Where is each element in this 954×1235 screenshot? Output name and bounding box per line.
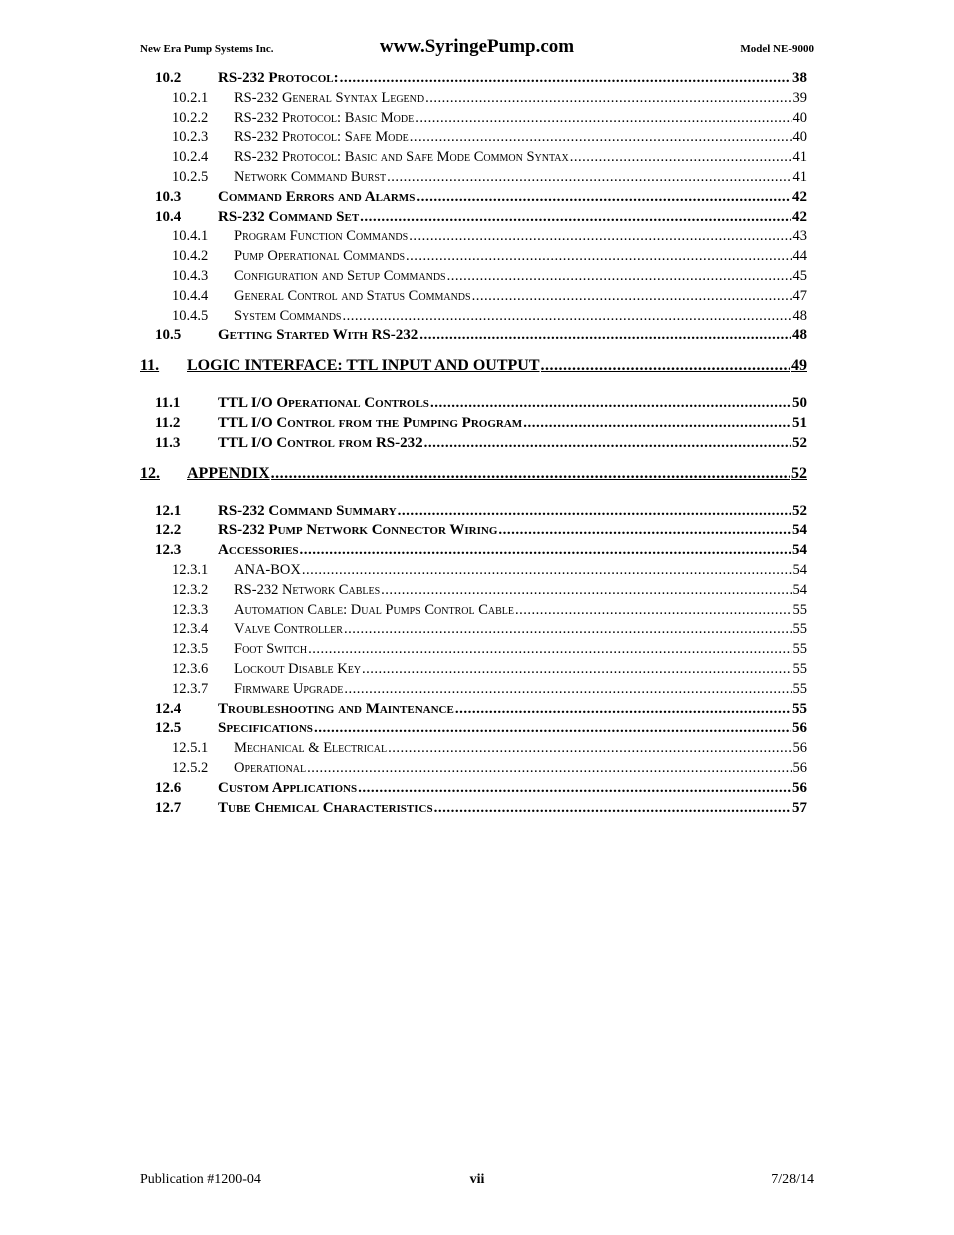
toc-entry-number: 10.2.5 xyxy=(172,169,209,185)
toc-entry[interactable] xyxy=(140,248,807,268)
toc-entry[interactable] xyxy=(140,661,807,681)
toc-entry-title: Automation Cable: Dual Pumps Control Cable xyxy=(234,601,514,618)
toc-entry-title: Pump Operational Commands xyxy=(234,248,406,265)
toc-entry[interactable] xyxy=(140,582,807,602)
toc-entry-page: 54 xyxy=(792,522,807,539)
toc-entry-page: 47 xyxy=(792,287,807,304)
toc-entry-page: 41 xyxy=(792,149,807,166)
toc-entry-number: 10.4.5 xyxy=(172,307,209,324)
toc-dot-leader xyxy=(358,780,791,797)
toc-entry[interactable] xyxy=(140,760,807,780)
toc-entry[interactable] xyxy=(140,720,807,740)
toc-entry-page: 42 xyxy=(792,208,807,225)
toc-entry[interactable] xyxy=(140,415,807,435)
toc-entry-number: 10.4.3 xyxy=(172,268,209,284)
toc-entry[interactable] xyxy=(140,562,807,582)
page-header xyxy=(140,36,814,64)
toc-entry-title: RS-232 Network Cables xyxy=(234,581,381,598)
toc-entry[interactable] xyxy=(140,465,807,485)
toc-dot-leader xyxy=(416,189,791,206)
toc-entry[interactable] xyxy=(140,129,807,149)
toc-dot-leader xyxy=(455,701,791,718)
toc-entry-title: RS-232 Protocol: xyxy=(218,70,339,86)
toc-entry-title: Command Errors and Alarms xyxy=(218,188,416,205)
toc-dot-leader xyxy=(570,149,792,166)
toc-entry-number: 12.3.4 xyxy=(172,621,209,638)
toc-dot-leader xyxy=(406,248,791,265)
toc-dot-leader xyxy=(360,209,791,226)
toc-entry-page: 52 xyxy=(792,502,807,519)
toc-entry-number: 10.2.4 xyxy=(172,149,209,166)
toc-entry-number: 12.3.2 xyxy=(172,581,209,598)
toc-entry-title: Getting Started With RS-232 xyxy=(218,327,419,344)
toc-dot-leader xyxy=(398,503,791,520)
toc-dot-leader xyxy=(430,395,791,412)
toc-entry-page: 44 xyxy=(792,248,807,265)
toc-entry-title: RS-232 Command Summary xyxy=(218,502,397,519)
toc-entry-title: Firmware Upgrade xyxy=(234,680,344,697)
toc-entry-page: 56 xyxy=(792,740,807,757)
toc-entry-number: 12.5.1 xyxy=(172,740,209,757)
toc-entry-number: 11.2 xyxy=(155,415,181,431)
toc-entry[interactable] xyxy=(140,268,807,288)
toc-entry-title: Configuration and Setup Commands xyxy=(234,268,446,284)
toc-entry[interactable] xyxy=(140,602,807,622)
toc-entry[interactable] xyxy=(140,641,807,661)
toc-entry-number: 12.3.1 xyxy=(172,562,209,578)
toc-entry-title: RS-232 Protocol: Basic Mode xyxy=(234,109,415,126)
toc-entry[interactable] xyxy=(140,110,807,130)
toc-entry-title: General Control and Status Commands xyxy=(234,287,471,304)
toc-entry-title: Program Function Commands xyxy=(234,228,409,245)
page-number: vii xyxy=(469,1172,485,1187)
toc-entry-number: 12.2 xyxy=(155,522,182,539)
toc-entry[interactable] xyxy=(140,288,807,308)
toc-entry-title: Tube Chemical Characteristics xyxy=(218,799,433,816)
toc-entry[interactable] xyxy=(140,327,807,347)
company-name: New Era Pump Systems Inc. xyxy=(140,43,274,55)
toc-entry-number: 10.4 xyxy=(155,208,182,225)
toc-dot-leader xyxy=(410,129,792,146)
model-number: Model NE-9000 xyxy=(740,43,814,55)
toc-entry-page: 39 xyxy=(792,89,807,106)
toc-entry-page: 56 xyxy=(792,720,807,737)
toc-entry-page: 50 xyxy=(792,395,807,412)
toc-dot-leader xyxy=(541,357,790,375)
toc-entry-title: TTL I/O Operational Controls xyxy=(218,395,429,412)
toc-entry-number: 12.3.7 xyxy=(172,680,209,697)
toc-entry-number: 12.4 xyxy=(155,700,182,717)
toc-entry-number: 10.3 xyxy=(155,188,182,205)
toc-dot-leader xyxy=(472,288,792,305)
toc-dot-leader xyxy=(523,415,791,432)
toc-entry-page: 52 xyxy=(792,434,807,451)
toc-entry-title: Operational xyxy=(234,760,307,776)
toc-entry-page: 51 xyxy=(792,415,807,431)
publication-number: Publication #1200-04 xyxy=(140,1172,261,1187)
toc-entry[interactable] xyxy=(140,70,807,90)
toc-entry-title: Foot Switch xyxy=(234,641,308,658)
toc-entry-number: 10.2.3 xyxy=(172,129,209,146)
website-link[interactable]: www.SyringePump.com xyxy=(379,36,575,57)
toc-dot-leader xyxy=(308,641,791,658)
toc-entry[interactable] xyxy=(140,780,807,800)
toc-dot-leader xyxy=(498,522,791,539)
toc-entry-number: 12.6 xyxy=(155,779,182,796)
toc-entry-title: APPENDIX xyxy=(187,464,270,482)
toc-entry-number: 12.5.2 xyxy=(172,760,209,776)
toc-dot-leader xyxy=(344,621,792,638)
toc-entry-number: 11.3 xyxy=(155,434,181,451)
toc-entry-page: 40 xyxy=(792,109,807,126)
toc-dot-leader xyxy=(424,435,791,452)
toc-entry-number: 10.4.4 xyxy=(172,287,209,304)
toc-dot-leader xyxy=(340,70,791,87)
toc-dot-leader xyxy=(271,465,790,483)
toc-entry-title: RS-232 Command Set xyxy=(218,208,360,225)
publication-date: 7/28/14 xyxy=(771,1172,814,1187)
toc-entry-title: TTL I/O Control from RS-232 xyxy=(218,434,423,451)
toc-dot-leader xyxy=(409,228,791,245)
toc-entry[interactable] xyxy=(140,90,807,110)
toc-entry-title: Specifications xyxy=(218,720,313,737)
toc-dot-leader xyxy=(314,720,791,737)
toc-dot-leader xyxy=(342,308,791,325)
toc-entry-page: 40 xyxy=(792,129,807,146)
toc-entry-number: 12.3.3 xyxy=(172,601,209,618)
toc-entry-title: Lockout Disable Key xyxy=(234,661,362,677)
toc-entry-number: 11. xyxy=(140,357,160,375)
toc-entry-page: 41 xyxy=(792,169,807,185)
toc-entry[interactable] xyxy=(140,189,807,209)
toc-entry[interactable] xyxy=(140,701,807,721)
toc-entry[interactable] xyxy=(140,542,807,562)
toc-entry-page: 55 xyxy=(792,680,807,697)
toc-entry-page: 56 xyxy=(792,779,807,796)
toc-entry-page: 54 xyxy=(792,581,807,598)
page-footer xyxy=(140,1172,814,1190)
toc-dot-leader xyxy=(434,800,791,817)
toc-entry-page: 43 xyxy=(792,228,807,245)
toc-entry[interactable] xyxy=(140,395,807,415)
toc-entry-title: System Commands xyxy=(234,307,342,324)
toc-dot-leader xyxy=(307,760,791,777)
toc-entry-title: RS-232 General Syntax Legend xyxy=(234,89,425,106)
toc-entry[interactable] xyxy=(140,169,807,189)
toc-dot-leader xyxy=(362,661,791,678)
toc-entry-title: Troubleshooting and Maintenance xyxy=(218,700,454,717)
toc-entry-number: 12.3 xyxy=(155,542,182,559)
toc-entry-page: 55 xyxy=(792,621,807,638)
toc-entry-title: Custom Applications xyxy=(218,779,358,796)
toc-entry[interactable] xyxy=(140,621,807,641)
toc-entry-page: 56 xyxy=(792,760,807,776)
toc-dot-leader xyxy=(388,740,791,757)
toc-entry-number: 12.3.6 xyxy=(172,661,209,677)
toc-entry-title: Accessories xyxy=(218,542,299,559)
toc-entry-number: 12. xyxy=(140,464,160,482)
toc-dot-leader xyxy=(447,268,792,285)
toc-entry[interactable] xyxy=(140,435,807,455)
toc-entry-page: 54 xyxy=(792,542,807,559)
toc-entry[interactable] xyxy=(140,228,807,248)
toc-entry-title: ANA-BOX xyxy=(234,562,301,578)
toc-entry-page: 57 xyxy=(792,799,807,816)
toc-entry-title: RS-232 Pump Network Connector Wiring xyxy=(218,522,498,539)
toc-entry-title: Network Command Burst xyxy=(234,169,387,185)
toc-entry-page: 49 xyxy=(791,357,807,375)
toc-entry-title: Valve Controller xyxy=(234,621,343,638)
toc-entry-number: 12.3.5 xyxy=(172,641,209,658)
toc-entry[interactable] xyxy=(140,357,807,377)
toc-entry-page: 45 xyxy=(792,268,807,284)
toc-entry[interactable] xyxy=(140,800,807,820)
toc-entry-page: 52 xyxy=(791,464,807,482)
toc-entry[interactable] xyxy=(140,681,807,701)
toc-entry[interactable] xyxy=(140,503,807,523)
toc-entry[interactable] xyxy=(140,740,807,760)
toc-dot-leader xyxy=(300,542,791,559)
toc-entry-number: 10.2 xyxy=(155,70,182,86)
toc-entry-page: 48 xyxy=(792,327,807,344)
toc-dot-leader xyxy=(425,90,791,107)
toc-entry-title: RS-232 Protocol: Safe Mode xyxy=(234,129,409,146)
toc-entry-number: 12.5 xyxy=(155,720,182,737)
toc-entry-number: 11.1 xyxy=(155,395,181,412)
toc-entry[interactable] xyxy=(140,149,807,169)
toc-dot-leader xyxy=(387,169,791,186)
toc-entry-title: LOGIC INTERFACE: TTL INPUT AND OUTPUT xyxy=(187,357,540,375)
toc-entry-title: RS-232 Protocol: Basic and Safe Mode Common Syntax xyxy=(234,149,569,166)
toc-entry-number: 10.4.2 xyxy=(172,248,209,265)
toc-entry-number: 12.1 xyxy=(155,502,182,519)
toc-entry-title: Mechanical & Electrical xyxy=(234,740,388,757)
toc-dot-leader xyxy=(515,602,792,619)
toc-entry-page: 55 xyxy=(792,661,807,677)
toc-entry-title: TTL I/O Control from the Pumping Program xyxy=(218,415,523,431)
toc-dot-leader xyxy=(381,582,791,599)
toc-entry[interactable] xyxy=(140,308,807,328)
toc-dot-leader xyxy=(419,327,791,344)
toc-entry[interactable] xyxy=(140,522,807,542)
toc-entry-number: 12.7 xyxy=(155,799,182,816)
toc-dot-leader xyxy=(415,110,791,127)
toc-entry[interactable] xyxy=(140,209,807,229)
toc-entry-number: 10.2.1 xyxy=(172,89,209,106)
toc-entry-page: 48 xyxy=(792,307,807,324)
toc-entry-number: 10.5 xyxy=(155,327,182,344)
toc-entry-page: 42 xyxy=(792,188,807,205)
toc-entry-page: 54 xyxy=(792,562,807,578)
toc-entry-page: 55 xyxy=(792,641,807,658)
toc-dot-leader xyxy=(302,562,792,579)
toc-entry-page: 55 xyxy=(792,601,807,618)
toc-entry-number: 10.2.2 xyxy=(172,109,209,126)
toc-entry-number: 10.4.1 xyxy=(172,228,209,245)
toc-entry-page: 38 xyxy=(792,70,807,86)
toc-dot-leader xyxy=(344,681,791,698)
toc-entry-page: 55 xyxy=(792,700,807,717)
